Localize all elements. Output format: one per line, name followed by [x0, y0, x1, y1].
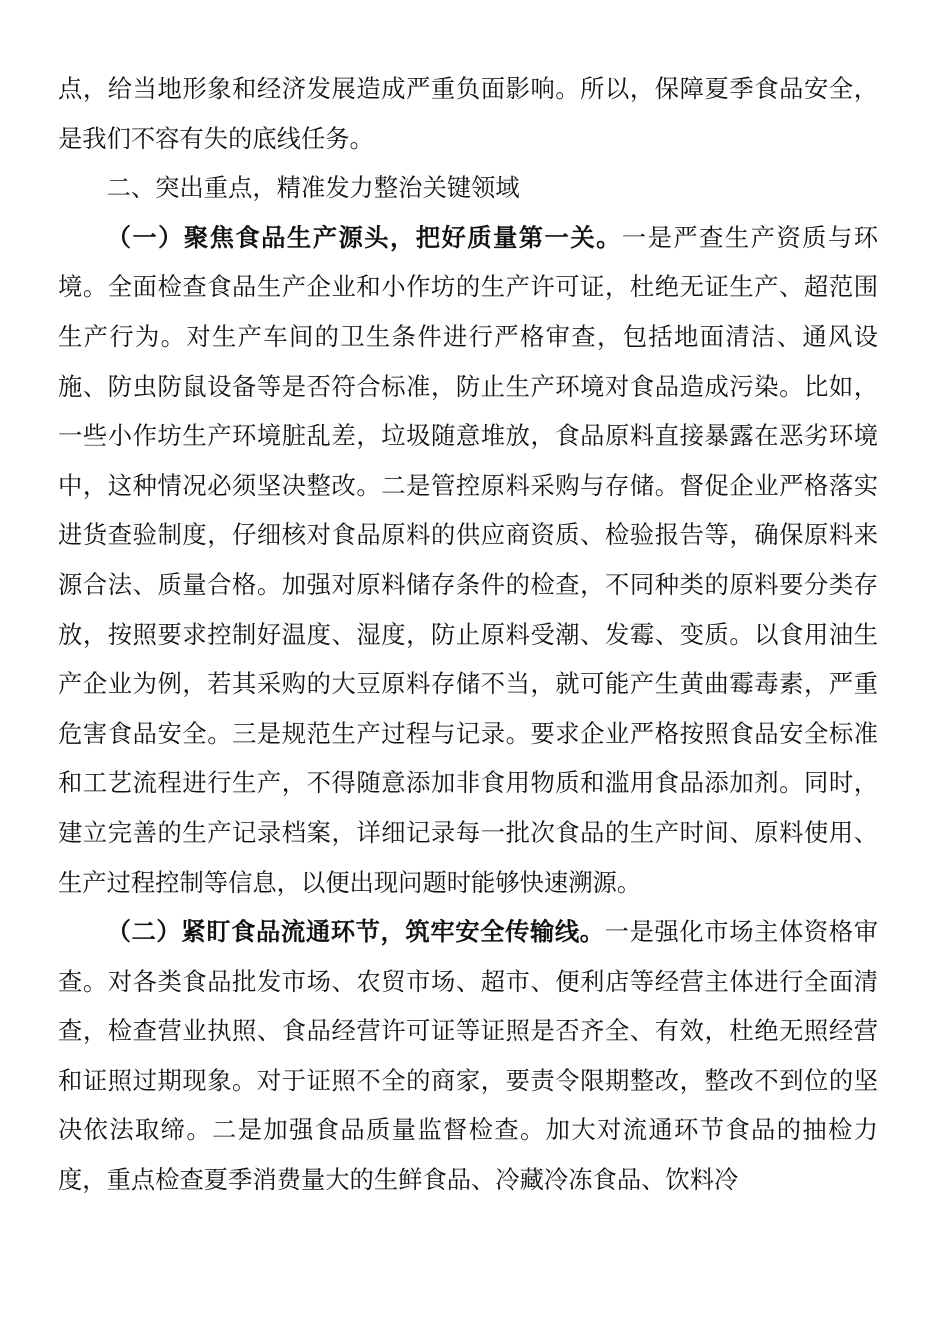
paragraph-intro: 点，给当地形象和经济发展造成严重负面影响。所以，保障夏季食品安全，是我们不容有失的底线任务。 — [58, 74, 878, 153]
section-heading: 二、突出重点，精准发力整治关键领域 — [106, 173, 520, 203]
section-2-title: （二）紧盯食品流通环节，筑牢安全传输线。 — [106, 917, 605, 947]
section-1-title: （一）聚焦食品生产源头，把好质量第一关。 — [106, 222, 622, 252]
document-page — [58, 64, 878, 1205]
paragraph-section-1 — [58, 213, 878, 907]
section-1-body: 一是严查生产资质与环境。全面检查食品生产企业和小作坊的生产许可证，杜绝无证生产、超范围生产行为。对生产车间的卫生条件进行严格审查，包括地面清洁、通风设施、防虫防鼠设备等是否符合标准，防止生产环境对食品造成污染。比如，一些小作坊生产环境脏乱差，垃圾随意堆放，食品原料直接暴露在恶劣环境中，这种情况必须坚决整改。二是管控原料采购与存储。督促企业严格落实进货查验制度，仔细核对食品原料的供应商资质、检验报告等，确保原料来源合法、质量合格。加强对原料储存条件的检查，不同种类的原料要分类存放，按照要求控制好温度、湿度，防止原料受潮、发霉、变质。以食用油生产企业为例，若其采购的大豆原料存储不当，就可能产生黄曲霉毒素，严重危害食品安全。三是规范生产过程与记录。要求企业严格按照食品安全标准和工艺流程进行生产，不得随意添加非食用物质和滥用食品添加剂。同时，建立完善的生产记录档案，详细记录每一批次食品的生产时间、原料使用、生产过程控制等信息，以便出现问题时能够快速溯源。 — [58, 222, 879, 897]
section-2-body: 一是强化市场主体资格审查。对各类食品批发市场、农贸市场、超市、便利店等经营主体进行全面清查，检查营业执照、食品经营许可证等证照是否齐全、有效，杜绝无照经营和证照过期现象。对于证照不全的商家，要责令限期整改，整改不到位的坚决依法取缔。二是加强食品质量监督检查。加大对流通环节食品的抽检力度，重点检查夏季消费量大的生鲜食品、冷藏冷冻食品、饮料冷 — [58, 917, 879, 1195]
paragraph-section-2 — [58, 907, 878, 1205]
